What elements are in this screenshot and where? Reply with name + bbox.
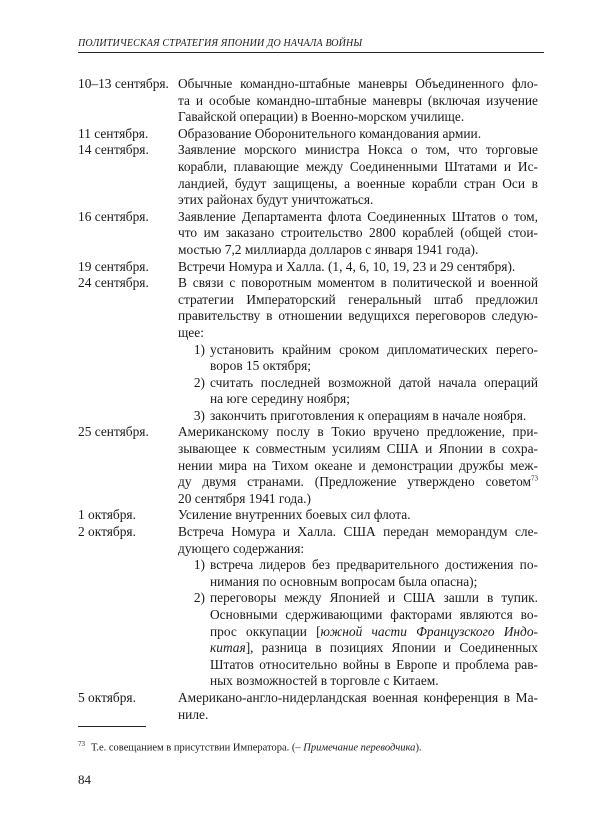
text-line: ду двумя странами. (Предложение утверждено советом$^{73}$ [178, 474, 538, 490]
text-line: установить крайним сроком дипломатических перего- [210, 341, 538, 357]
text-line: Обычные командно-штабные маневры Объединенного фло- [178, 76, 538, 91]
list-number: 3) [193, 407, 205, 423]
chronology [78, 76, 538, 723]
list-item [178, 375, 538, 408]
page-number: 84 [78, 772, 91, 787]
text-line: Заявление морского министра Нокса о том, что торговые [178, 142, 538, 158]
text-line: нении мира на Тихом океане и демонстрации дружбы меж- [178, 457, 538, 473]
text-line: что им заказано строительство 2800 кораблей (общей стои- [178, 225, 538, 241]
text-line: Американо-англо-нидерландская военная конференция в Ма- [178, 689, 538, 705]
text-line: Усиление внутренних боевых сил флота. [178, 507, 411, 523]
text-line: переговоры между Японией и США зашли в тупик. [210, 590, 538, 606]
text-line: Образование Оборонительного командования армии. [178, 125, 482, 141]
running-header: ПОЛИТИЧЕСКАЯ СТРАТЕГИЯ ЯПОНИИ ДО НАЧАЛА ВОЙНЫ [78, 38, 544, 53]
text-line: правительству в отношении ведущихся переговоров следую- [178, 308, 538, 324]
entry-text [178, 524, 538, 690]
entry-text [178, 209, 538, 259]
list-number: 1) [193, 557, 205, 573]
entry-date: 19 сентября. [78, 258, 149, 274]
text-line: мостью 7,2 миллиарда долларов с января 1941 года). [178, 241, 479, 257]
chronology-entry [78, 76, 538, 126]
text-line: 20 сентября 1941 года.) [178, 490, 311, 506]
text-line: считать последней возможной датой начала операций [210, 374, 538, 390]
footnote-divider [78, 726, 146, 727]
list-number: 1) [193, 341, 205, 357]
entry-text [178, 424, 538, 507]
entry-text [178, 690, 538, 723]
text-line: щее: [178, 324, 204, 340]
list-number: 2) [193, 374, 205, 390]
entry-date: 1 октября. [78, 507, 136, 523]
italic-insert: южной части Французского Индо- [320, 623, 538, 639]
chronology-entry [78, 507, 538, 524]
text-line: китая], разница в позициях Японии и Соединенных [210, 640, 538, 656]
entry-date: 24 сентября. [78, 275, 149, 291]
entry-date: 14 сентября. [78, 142, 149, 158]
entry-text [178, 142, 538, 208]
footnote-italic: Примечание переводчика [303, 742, 416, 754]
text-line: Штатов относительно войны в Европе и проблема рав- [210, 656, 538, 672]
text-line: этих районах будут уничтожаться. [178, 192, 374, 208]
text-line: стратегии Императорский генеральный штаб предложил [178, 291, 538, 307]
list-item [178, 342, 538, 375]
entry-text [178, 507, 538, 524]
text-line: Встреча Номура и Халла. США передан меморандум сле- [178, 524, 538, 540]
text-line: воров 15 октября; [210, 358, 311, 374]
text-line: нимания по основным вопросам была опасна); [210, 573, 478, 589]
list-item [178, 408, 538, 425]
chronology-entry [78, 126, 538, 143]
text-line: зывающее к совместным усилиям США и Японии в сохра- [178, 441, 538, 457]
text-line: та и особые командно-штабные маневры (включая изучение [178, 92, 538, 108]
text-line: прос оккупации [южной части Французского Индо- [210, 623, 538, 639]
text-line: Основными сдерживающими факторами являются во- [210, 607, 538, 622]
text-line: ниле. [178, 706, 209, 722]
italic-insert: китая [210, 640, 246, 656]
chronology-entry [78, 142, 538, 208]
entry-date: 2 октября. [78, 524, 136, 540]
entry-date: 10–13 сентября. [78, 76, 169, 91]
chronology-entry [78, 424, 538, 507]
entry-text [178, 126, 538, 143]
text-line: Заявление Департамента флота Соединенных Штатов о том, [178, 208, 538, 224]
text-line: встреча лидеров без предварительного достижения по- [210, 557, 538, 573]
chronology-entry [78, 259, 538, 276]
list-number: 2) [193, 590, 205, 606]
chronology-entry [78, 690, 538, 723]
text-line: В связи с поворотным моментом в политической и военной [178, 275, 538, 291]
chronology-entry [78, 275, 538, 424]
entry-text [178, 259, 538, 276]
footnote-ref: 73 [531, 474, 538, 483]
text-line: дующего содержания: [178, 540, 305, 556]
list-item [178, 557, 538, 590]
text-line: корабли, плавающие между Соединенными Штатами и Ис- [178, 158, 538, 174]
footnote-tail: ). [415, 742, 422, 754]
text-line: закончить приготовления к операциям в начале ноября. [210, 407, 527, 423]
entry-date: 5 октября. [78, 689, 136, 705]
text-line: на юге середину ноября; [210, 391, 350, 407]
footnote [78, 740, 538, 754]
text-line: Встречи Номура и Халла. (1, 4, 6, 10, 19, 23 и 29 сентября). [178, 258, 516, 274]
text-line: Гавайской операции) в Военно-морском училище. [178, 109, 465, 125]
text-line: ных возможностей в торговле с Китаем. [210, 673, 439, 689]
text-line: ландией, будут защищены, а военные корабли стран Оси в [178, 175, 538, 191]
entry-date: 25 сентября. [78, 424, 149, 440]
list-item [178, 590, 538, 690]
chronology-entry [78, 209, 538, 259]
footnote-number: 73 [78, 740, 85, 748]
footnote-text: Т.е. совещанием в присутствии Императора. (– [91, 742, 304, 754]
entry-date: 11 сентября. [78, 125, 149, 141]
entry-text [178, 76, 538, 126]
entry-date: 16 сентября. [78, 208, 149, 224]
chronology-entry [78, 524, 538, 690]
entry-text [178, 275, 538, 424]
text-line: Американскому послу в Токио вручено предложение, при- [178, 424, 538, 440]
